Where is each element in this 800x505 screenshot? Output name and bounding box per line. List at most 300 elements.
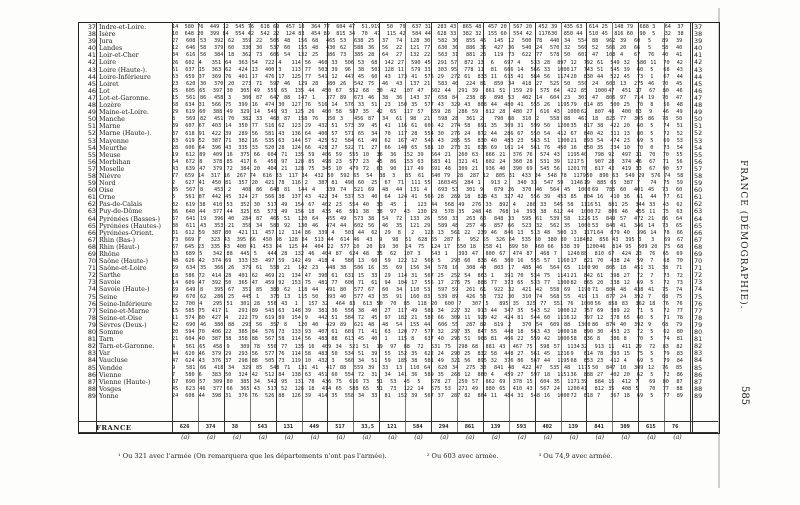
table-cell: 688 — [639, 24, 649, 30]
table-cell: 61 — [464, 73, 471, 80]
table-cell: 131 — [410, 187, 420, 194]
france-total-value: 121 — [387, 424, 397, 430]
table-cell: 568 — [424, 258, 434, 265]
table-cell: 87 — [256, 215, 263, 222]
table-cell: 89 — [340, 322, 347, 329]
france-total-note-letter: (a) — [232, 434, 242, 441]
table-cell: 65 — [362, 386, 370, 393]
table-cell: 29 — [526, 87, 533, 94]
table-cell: 598 — [540, 343, 550, 350]
table-cell: 60 — [636, 66, 644, 73]
table-cell: 70 — [636, 336, 644, 343]
table-cell: 395 — [236, 237, 247, 243]
table-cell: 418 — [522, 80, 532, 87]
table-cell: 21 — [172, 336, 179, 343]
table-cell: 338 — [610, 279, 620, 286]
table-cell: 114 — [397, 272, 408, 279]
table-cell: 517 — [267, 386, 277, 393]
table-cell: 303 — [437, 66, 447, 73]
table-cell: 57 — [553, 343, 560, 350]
table-cell: 58 — [677, 173, 684, 180]
table-cell: 31 — [424, 24, 431, 30]
table-cell: 833 — [477, 73, 487, 80]
table-cell: 30 — [508, 293, 515, 300]
table-cell: 1216 — [557, 350, 570, 357]
table-cell: 457 — [265, 229, 275, 236]
table-cell: 125 — [294, 109, 305, 116]
table-cell: 48 — [362, 251, 370, 258]
table-cell: 881 — [608, 201, 618, 208]
table-cell: 374 — [211, 258, 222, 265]
table-cell: 86 — [390, 158, 397, 165]
table-cell: 33 — [543, 66, 551, 73]
table-cell: 620 — [438, 364, 448, 371]
table-cell: 36 — [368, 45, 375, 52]
table-cell: 259 — [458, 379, 468, 385]
table-cell: 39 — [551, 24, 558, 30]
table-cell: 293 — [238, 350, 248, 357]
table-cell: 558 — [270, 265, 280, 272]
table-cell: 18 — [517, 329, 524, 336]
france-total-note-letter: (a) — [362, 434, 371, 441]
table-cell: 69 — [636, 357, 644, 364]
table-cell: 83 — [662, 343, 669, 350]
table-cell: 32 — [475, 31, 482, 38]
table-cell: 594 — [185, 329, 195, 336]
table-cell: 44 — [444, 87, 451, 94]
table-cell: 287 — [450, 393, 461, 400]
table-cell: 5 — [172, 194, 176, 201]
table-cell: 790 — [494, 116, 504, 123]
table-cell: 34 — [396, 286, 403, 293]
department-number-right: 63 — [694, 207, 703, 216]
table-cell: 1000 — [580, 208, 594, 215]
table-cell: 71 — [676, 265, 683, 272]
department-number-right: 41 — [694, 51, 703, 60]
table-cell: 42 — [251, 371, 258, 378]
table-cell: 285 — [450, 137, 461, 144]
table-cell: 47 — [304, 272, 312, 279]
table-cell: 140 — [397, 144, 408, 151]
department-number: 45 — [87, 79, 96, 88]
table-cell: 33 — [508, 215, 515, 222]
table-cell: 19 — [376, 343, 383, 350]
department-name: Marne (Haute-). — [99, 129, 152, 138]
table-cell: 386 — [326, 52, 336, 59]
table-cell: 40 — [620, 322, 627, 329]
table-cell: 41 — [517, 102, 524, 109]
table-cell: 580 — [184, 24, 194, 30]
table-cell: 3 — [417, 251, 421, 258]
table-cell: 273 — [242, 80, 252, 87]
table-cell: 88 — [592, 38, 599, 45]
table-cell: 49 — [226, 109, 233, 116]
table-cell: 1200 — [586, 244, 599, 251]
table-cell: 595 — [522, 215, 532, 222]
table-cell: 30 — [392, 244, 399, 251]
table-cell: 61 — [396, 116, 403, 123]
table-cell: 20 — [620, 45, 627, 52]
table-cell: 59 — [471, 109, 479, 116]
france-total-value: 139 — [568, 424, 579, 430]
table-cell: 56 — [200, 52, 207, 59]
table-cell: 1000 — [557, 308, 570, 314]
table-cell: 803 — [494, 265, 504, 272]
table-cell: 548 — [270, 364, 280, 371]
table-cell: 286 — [504, 130, 514, 137]
table-cell: 450 — [267, 158, 277, 165]
table-cell: 556 — [530, 194, 540, 201]
table-cell: 60 — [371, 73, 378, 80]
table-cell: 114 — [291, 59, 301, 66]
table-cell: 12 — [464, 371, 471, 378]
table-cell: 374 — [621, 158, 632, 165]
table-cell: 30 — [437, 130, 444, 137]
table-cell: 56 — [304, 59, 312, 66]
table-cell: 147 — [298, 95, 308, 101]
table-cell: 49 — [676, 109, 683, 116]
table-cell: 877 — [606, 293, 616, 300]
department-number: 64 — [87, 214, 96, 223]
table-cell: 47 — [592, 95, 599, 101]
table-cell: 53 — [390, 379, 397, 385]
table-cell: 14 — [172, 279, 179, 286]
table-cell: 428 — [318, 144, 328, 151]
table-cell: 865 — [462, 24, 472, 30]
table-cell: 30 — [551, 31, 558, 38]
table-cell: 563 — [530, 137, 540, 144]
department-name-column — [99, 24, 169, 400]
table-cell: 377 — [212, 208, 223, 215]
table-cell: 591 — [349, 208, 359, 215]
france-total-note-letter: (a) — [284, 434, 294, 441]
table-cell: 577 — [349, 158, 359, 165]
table-cell: 60 — [199, 109, 206, 116]
table-cell: 69 — [273, 24, 280, 30]
table-cell: 293 — [242, 322, 252, 329]
table-cell: 4 — [424, 187, 428, 194]
table-cell: 68 — [663, 66, 670, 73]
table-cell: 113 — [291, 66, 301, 73]
table-cell: 13 — [396, 364, 403, 371]
department-number: 52 — [87, 129, 96, 138]
department-number: 59 — [87, 179, 96, 188]
table-cell: 497 — [621, 151, 632, 158]
table-cell: 94 — [384, 279, 391, 286]
table-cell: 380 — [270, 286, 280, 293]
table-cell: 370 — [214, 80, 224, 87]
table-cell: 9 — [226, 343, 230, 350]
table-cell: 836 — [583, 336, 594, 343]
table-cell: 5 — [648, 38, 652, 45]
table-cell: 743 — [583, 66, 594, 73]
table-cell: 550 — [438, 215, 448, 222]
table-cell: 424 — [504, 315, 514, 322]
table-cell: 18 — [298, 24, 305, 30]
table-cell: 23 — [623, 329, 630, 336]
table-cell: 145 — [494, 38, 504, 45]
table-cell: 132 — [410, 52, 420, 59]
table-cell: 258 — [482, 244, 493, 251]
table-cell: 842 — [583, 272, 594, 279]
table-cell: 422 — [610, 123, 620, 130]
table-cell: 422 — [522, 364, 532, 371]
table-cell: 897 — [557, 59, 567, 66]
table-cell: 59 — [172, 265, 179, 272]
table-cell: 67 — [335, 87, 342, 94]
table-cell: 69 — [526, 166, 533, 172]
table-cell: 133 — [291, 329, 301, 336]
table-cell: 392 — [634, 293, 644, 300]
table-cell: 1 — [312, 95, 316, 101]
table-cell: 44 — [308, 87, 315, 94]
table-cell: 66 — [384, 144, 391, 151]
table-cell: 5 — [635, 386, 639, 393]
table-cell: 70 — [390, 300, 397, 307]
table-cell: 76 — [278, 350, 285, 357]
table-cell: 269 — [450, 194, 461, 201]
department-number: 63 — [87, 207, 96, 216]
table-cell: 72 — [663, 279, 670, 286]
table-cell: 412 — [610, 357, 620, 364]
table-cell: 69 — [368, 187, 375, 194]
table-cell: 582 — [438, 38, 448, 45]
table-cell: 560 — [344, 357, 355, 364]
department-number-column — [82, 24, 96, 400]
table-cell: 576 — [344, 102, 355, 109]
table-cell: 55 — [384, 350, 391, 357]
table-cell: 67 — [499, 251, 506, 258]
department-name: Morbihan — [99, 157, 131, 166]
table-cell: 153 — [291, 279, 301, 286]
table-cell: 555 — [530, 102, 540, 109]
table-cell: 581 — [424, 308, 434, 314]
department-number: 80 — [87, 328, 96, 337]
table-cell: 13 — [437, 229, 444, 236]
table-cell: 64 — [676, 215, 683, 222]
right-number-column — [694, 24, 712, 400]
department-number: 71 — [87, 264, 96, 273]
table-cell: 459 — [265, 279, 275, 286]
table-cell: 8 — [200, 286, 204, 293]
department-name: Nièvre — [99, 171, 121, 180]
table-cell: 66 — [437, 315, 444, 322]
table-cell: 39 — [331, 66, 338, 73]
table-cell: 62 — [676, 201, 683, 208]
table-cell: 560 — [578, 45, 588, 52]
table-cell: 65 — [431, 237, 438, 243]
table-cell: 586 — [344, 258, 355, 265]
table-cell: 1300 — [557, 279, 570, 286]
table-cell: 173 — [397, 73, 408, 80]
table-cell: 16 — [251, 137, 258, 144]
table-cell: 77 — [540, 300, 547, 307]
table-cell: 566 — [211, 102, 222, 109]
table-cell: 330 — [242, 45, 252, 52]
table-cell: 49 — [281, 201, 288, 208]
table-cell: 71 — [281, 151, 288, 158]
table-cell: 611 — [186, 222, 196, 229]
table-cell: 619 — [185, 109, 195, 116]
table-cell: 53 — [226, 201, 233, 208]
table-cell: 888 — [583, 371, 594, 378]
table-cell: 65 — [517, 279, 524, 286]
table-cell: 455 — [326, 215, 336, 222]
department-number: 69 — [87, 250, 96, 258]
table-cell: 895 — [477, 357, 487, 364]
table-cell: 17 — [437, 279, 444, 286]
department-number-right: 79 — [694, 320, 703, 329]
department-name: Marne — [99, 122, 121, 131]
table-cell: 401 — [238, 272, 248, 279]
table-cell: 53 — [452, 187, 459, 194]
table-cell: 604 — [540, 379, 550, 385]
table-cell: 70 — [662, 80, 669, 87]
table-cell: 4 — [199, 300, 203, 307]
table-cell: 75 — [198, 308, 205, 314]
table-cell: 79 — [663, 350, 670, 357]
table-cell: 12 — [278, 229, 285, 236]
table-cell: 580 — [270, 222, 280, 229]
france-total-note-letter: (a) — [517, 434, 527, 441]
table-cell: 75 — [368, 80, 375, 87]
table-cell: 24 — [437, 350, 444, 357]
table-cell: 36 — [331, 308, 338, 314]
table-cell: 30 — [278, 102, 285, 109]
table-cell: 62 — [371, 229, 378, 236]
table-cell: 358 — [242, 222, 252, 229]
table-cell: 12 — [508, 38, 515, 45]
table-cell: 450 — [211, 180, 222, 187]
table-cell: 45 — [450, 180, 458, 187]
table-cell: 1151 — [557, 371, 570, 378]
department-name: Yonne — [99, 391, 119, 400]
table-cell: 83 — [424, 293, 431, 300]
table-cell: 41 — [580, 386, 588, 393]
table-cell: 1000 — [580, 300, 594, 307]
table-cell: 82 — [570, 279, 577, 286]
table-cell: 82 — [586, 237, 593, 243]
table-cell: 29 — [638, 173, 645, 180]
table-cell: 376 — [504, 357, 514, 364]
table-cell: 414 — [318, 393, 328, 400]
department-name: Rhône — [99, 250, 120, 258]
table-cell: 1000 — [578, 222, 591, 229]
table-cell: 63 — [172, 251, 179, 258]
table-cell: 44 — [327, 237, 334, 243]
table-cell: 137 — [410, 80, 420, 87]
table-cell: 75 — [526, 343, 533, 350]
table-cell: 373 — [270, 293, 280, 300]
table-cell: 43 — [368, 293, 375, 300]
table-cell: 52 — [198, 137, 205, 144]
department-number: 84 — [87, 356, 96, 365]
table-cell: 503 — [318, 66, 328, 73]
table-cell: 722 — [265, 59, 275, 66]
department-name: Meuse — [99, 150, 121, 159]
table-cell: 825 — [606, 116, 616, 123]
table-cell: 38 — [411, 357, 418, 364]
table-cell: 637 — [185, 66, 195, 73]
table-cell: 135 — [294, 87, 305, 94]
department-number: 82 — [87, 342, 96, 351]
table-cell: 385 — [238, 329, 248, 336]
department-number: 76 — [87, 299, 96, 308]
table-cell: 5 — [253, 251, 257, 258]
table-cell: 35 — [553, 379, 560, 385]
table-cell: 76 — [312, 116, 319, 123]
table-cell: 857 — [494, 222, 504, 229]
table-cell: 20 — [253, 166, 261, 172]
table-cell: 152 — [403, 151, 414, 158]
table-cell: 14 — [253, 109, 261, 116]
table-cell: 88 — [251, 336, 258, 343]
table-cell: 13 — [620, 80, 627, 87]
table-cell: 118 — [417, 300, 427, 307]
table-cell: 36 — [396, 95, 403, 101]
table-cell: 69 — [636, 137, 644, 144]
table-cell: 639 — [185, 166, 195, 172]
table-cell: 23 — [197, 244, 205, 251]
table-cell: 400 — [265, 66, 275, 73]
table-cell: 98 — [410, 116, 417, 123]
side-title-text: FRANCE (DÉMOGRAPHIE). — [738, 160, 748, 310]
table-cell: 23 — [564, 95, 571, 101]
table-cell: 73 — [390, 386, 397, 393]
table-cell: 41 — [371, 329, 378, 336]
table-cell: 467 — [512, 343, 523, 350]
table-cell: 465 — [326, 38, 336, 45]
table-cell: 81 — [676, 336, 683, 343]
table-cell: 550 — [530, 130, 540, 137]
table-cell: 333 — [238, 258, 248, 265]
department-number-right: 71 — [694, 264, 703, 273]
table-cell: 52 — [592, 45, 599, 52]
table-cell: 56 — [256, 322, 263, 329]
table-cell: 86 — [480, 95, 487, 101]
table-cell: 43 — [384, 73, 391, 80]
table-cell: 59 — [335, 151, 342, 158]
table-cell: 61 — [371, 279, 378, 286]
table-cell: 67 — [570, 130, 577, 137]
table-cell: 39 — [580, 379, 588, 385]
table-cell: 435 — [321, 208, 332, 215]
table-cell: 309 — [634, 364, 644, 371]
table-cell: 80 — [676, 329, 683, 336]
france-total-note-letter: (a) — [569, 434, 579, 441]
table-cell: 606 — [270, 52, 280, 59]
table-cell: 49 — [340, 215, 347, 222]
table-cell: 50 — [564, 80, 571, 87]
table-cell: 29 — [437, 73, 444, 80]
table-cell: 384 — [240, 166, 250, 172]
department-number: 68 — [87, 242, 96, 251]
table-cell: 13 — [623, 130, 630, 137]
table-cell: 155 — [487, 31, 498, 38]
table-cell: 67 — [649, 87, 656, 94]
table-cell: 69 — [490, 144, 498, 151]
table-cell: 60 — [371, 258, 378, 265]
table-cell: 4 — [278, 59, 282, 66]
table-cell: 321 — [458, 158, 468, 165]
table-cell: 11 — [650, 59, 657, 66]
table-cell: 850 — [563, 31, 574, 38]
table-cell: 46 — [635, 158, 642, 165]
table-cell: 38 — [172, 222, 179, 229]
table-cell: 30 — [226, 87, 233, 94]
table-cell: 537 — [344, 194, 355, 201]
table-cell: 848 — [494, 215, 504, 222]
